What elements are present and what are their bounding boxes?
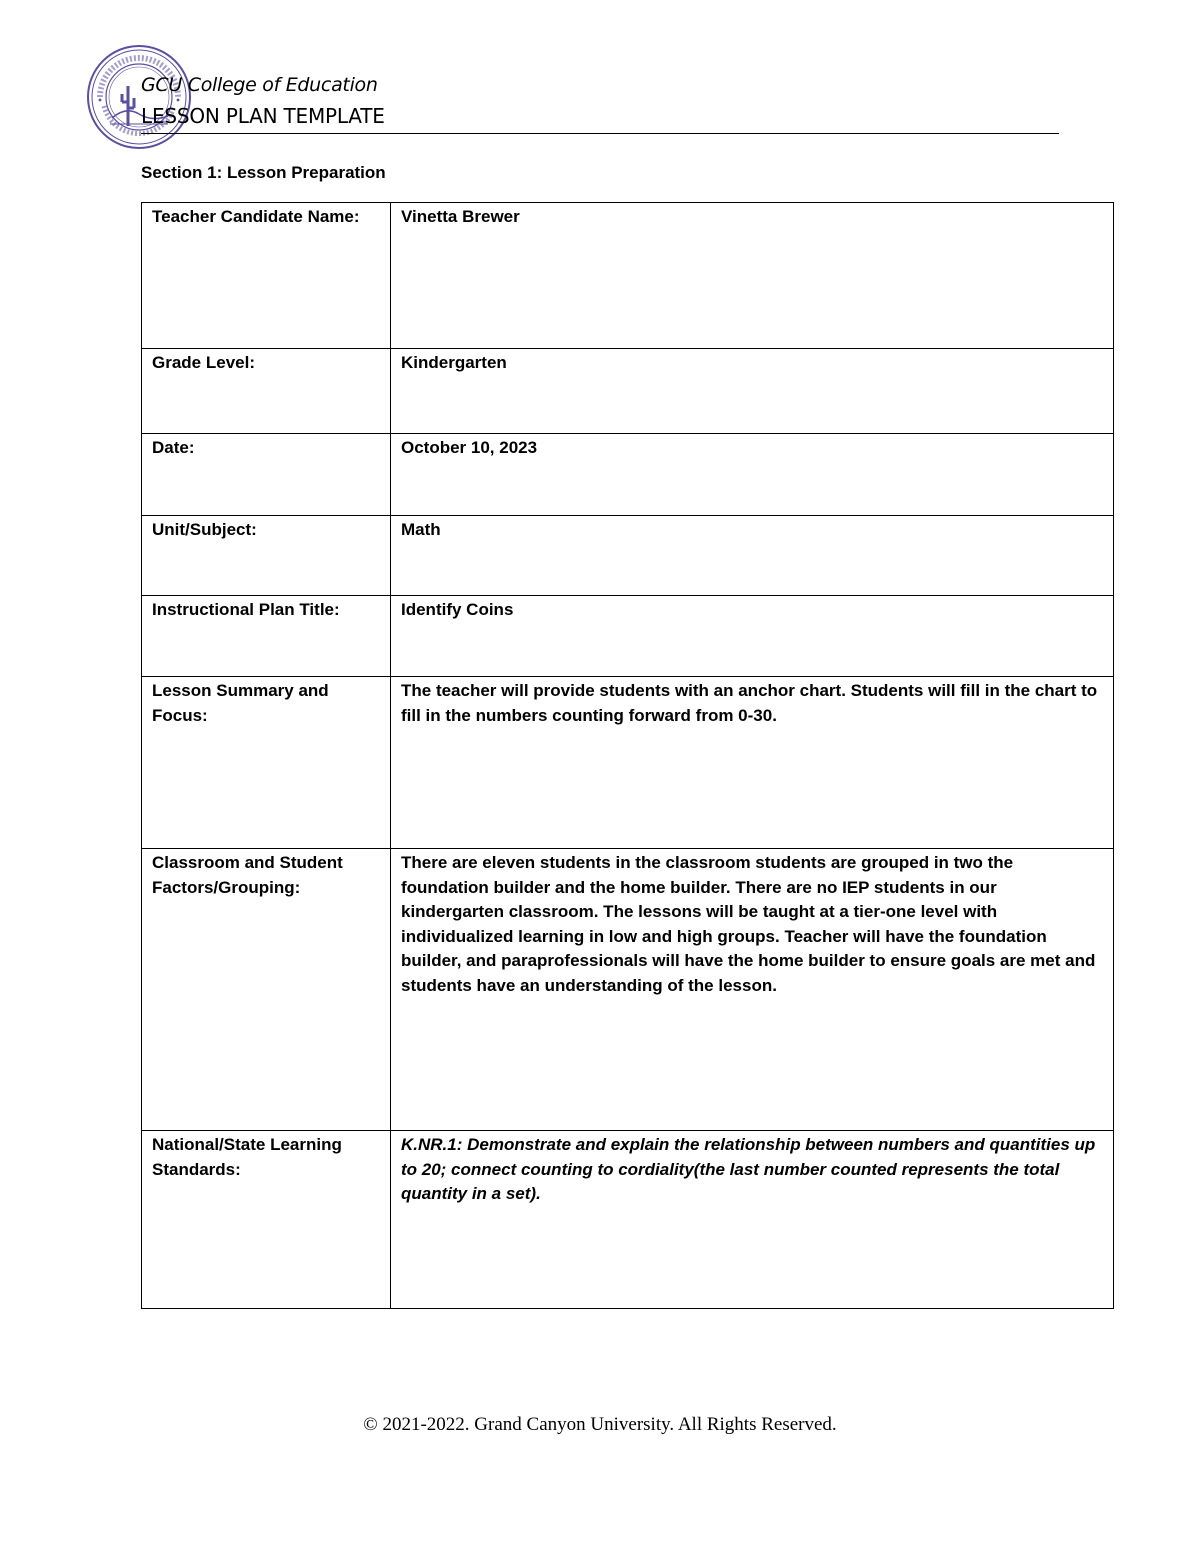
table-row [142, 349, 1114, 434]
gcu-seal-icon [86, 44, 192, 150]
row-value: Math [391, 516, 1114, 596]
row-value: Vinetta Brewer [391, 203, 1114, 349]
row-label: Teacher Candidate Name: [142, 203, 391, 349]
header-divider [141, 133, 1059, 134]
row-value: Identify Coins [391, 596, 1114, 677]
row-label: Instructional Plan Title: [142, 596, 391, 677]
table-row [142, 434, 1114, 516]
row-value: K.NR.1: Demonstrate and explain the relationship between numbers and quantities up to 20; connect counting to cordiality(the last number counted represents the total quantity in a set). [391, 1131, 1114, 1309]
table-row [142, 516, 1114, 596]
row-label: Unit/Subject: [142, 516, 391, 596]
row-label: National/State Learning Standards: [142, 1131, 391, 1309]
section-heading: Section 1: Lesson Preparation [141, 163, 386, 182]
copyright-footer: © 2021-2022. Grand Canyon University. All Rights Reserved. [363, 1414, 837, 1435]
row-value: October 10, 2023 [391, 434, 1114, 516]
row-value: The teacher will provide students with an anchor chart. Students will fill in the chart to fill in the numbers counting forward from 0-30. [391, 677, 1114, 849]
row-label: Date: [142, 434, 391, 516]
row-label: Grade Level: [142, 349, 391, 434]
row-label: Lesson Summary and Focus: [142, 677, 391, 849]
row-value: Kindergarten [391, 349, 1114, 434]
table-row [142, 677, 1114, 849]
row-value: There are eleven students in the classroom students are grouped in two the foundation builder and the home builder. There are no IEP students in our kindergarten classroom. The lessons will be taught at a tier-one level with individualized learning in low and high groups. Teacher will have the foundation builder, and paraprofessionals will have the home builder to ensure goals are met and students have an understanding of the lesson. [391, 849, 1114, 1131]
table-row [142, 203, 1114, 349]
table-row [142, 596, 1114, 677]
row-label: Classroom and Student Factors/Grouping: [142, 849, 391, 1131]
table-row [142, 1131, 1114, 1309]
table-row [142, 849, 1114, 1131]
college-title: GCU College of Education [141, 74, 378, 96]
document-title: LESSON PLAN TEMPLATE [141, 104, 385, 128]
lesson-preparation-table [141, 202, 1114, 1309]
